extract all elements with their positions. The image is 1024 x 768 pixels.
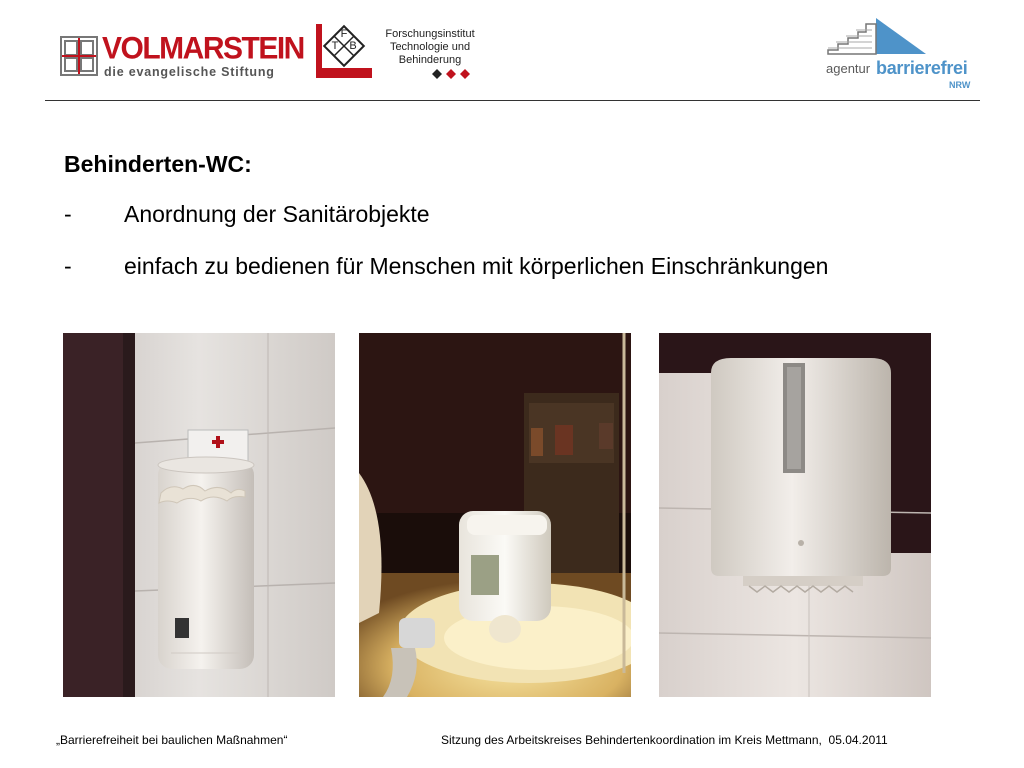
- footer-meeting-date: Sitzung des Arbeitskreises Behindertenkoordination im Kreis Mettmann, 05.04.2011: [441, 733, 888, 747]
- bin-photo-image: [63, 333, 335, 697]
- ftb-name: [372, 28, 488, 67]
- bullet-dash: -: [64, 253, 72, 279]
- ftb-emblem-icon: [316, 22, 372, 80]
- bullet-dash: -: [64, 201, 72, 227]
- agentur-barrierefrei-logo: [826, 18, 986, 96]
- ftb-letter-b: B: [349, 40, 357, 52]
- soap-dispenser-photo-image: [359, 333, 631, 697]
- footer-title: „Barrierefreiheit bei baulichen Maßnahmen“: [56, 733, 288, 747]
- photo-towel-dispenser: [659, 333, 931, 697]
- volmarstein-logo: [60, 31, 304, 79]
- photo-soap-dispenser: [359, 333, 631, 697]
- ftb-letter-f: F: [340, 28, 348, 40]
- header-divider: [45, 100, 980, 101]
- ftb-diamonds-icon: [432, 68, 472, 80]
- barrierefrei-word: barrierefrei: [876, 58, 968, 78]
- volmarstein-tagline: die evangelische Stiftung: [104, 65, 275, 79]
- bullet-text: Anordnung der Sanitärobjekte: [124, 201, 430, 227]
- stairs-ramp-icon: [826, 18, 926, 58]
- photo-bin: [63, 333, 335, 697]
- volmarstein-emblem-icon: [60, 36, 98, 76]
- volmarstein-name: VOLMARSTEIN: [102, 31, 304, 66]
- nrw-word: NRW: [949, 80, 971, 90]
- bullet-text: einfach zu bedienen für Menschen mit körperlichen Einschränkungen: [124, 253, 829, 279]
- ftb-letter-t: T: [331, 40, 339, 52]
- ftb-line-2: Technologie und: [389, 41, 471, 53]
- towel-dispenser-photo-image: [659, 333, 931, 697]
- ftb-line-3: Behinderung: [398, 54, 462, 66]
- slide-heading: Behinderten-WC:: [64, 151, 252, 177]
- ftb-line-1: Forschungsinstitut: [385, 28, 475, 40]
- agentur-word: agentur: [826, 61, 871, 76]
